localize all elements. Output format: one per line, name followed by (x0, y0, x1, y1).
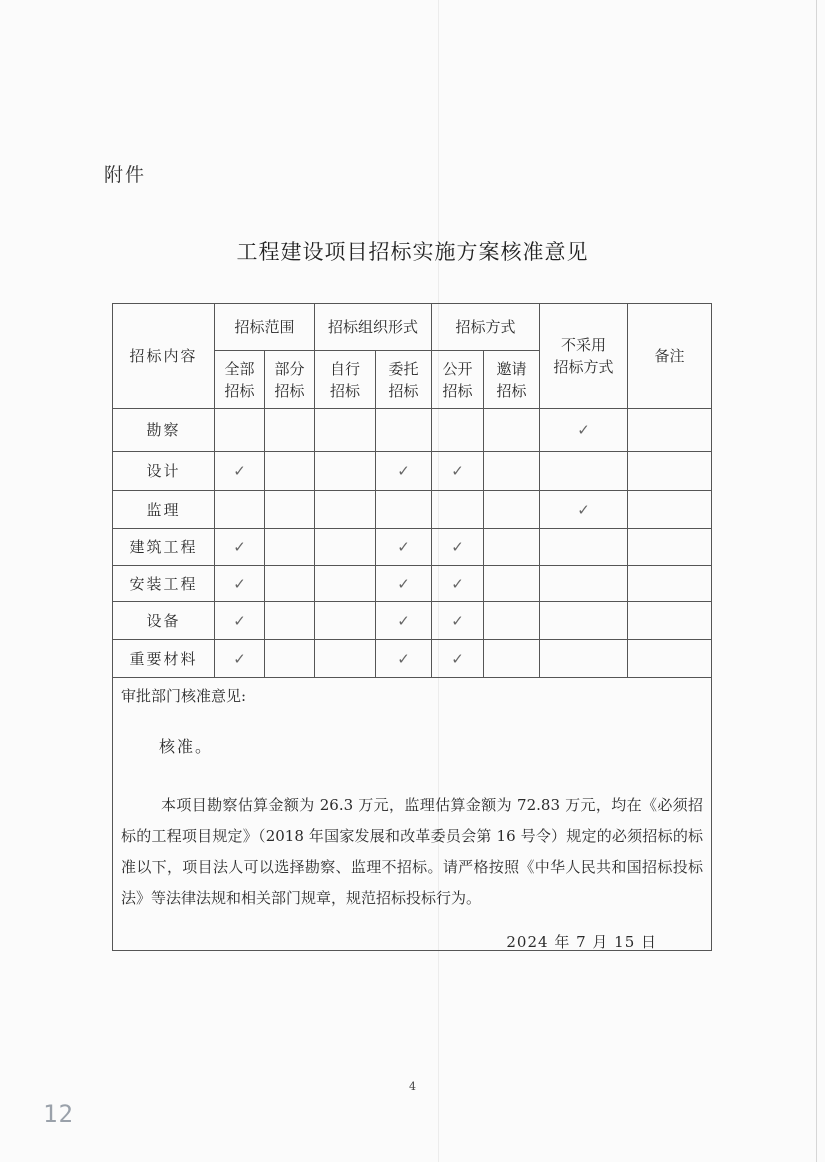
cell-method-open (432, 491, 484, 529)
cell-scope-partial (265, 640, 315, 678)
check-mark-icon: ✓ (451, 574, 464, 593)
cell-scope-partial (265, 491, 315, 529)
cell-org-entrusted (376, 602, 432, 640)
row-label: 监理 (113, 491, 215, 529)
check-mark-icon: ✓ (397, 574, 410, 593)
cell-method-invite (484, 491, 540, 529)
header-method-open: 公开 招标 (432, 351, 484, 409)
cell-org-entrusted (376, 640, 432, 678)
cell-org-self (315, 452, 376, 491)
check-mark-icon: ✓ (397, 649, 410, 668)
approval-opinion-cell (113, 678, 712, 951)
cell-org-entrusted (376, 409, 432, 452)
header-scope: 招标范围 (215, 304, 315, 351)
tender-plan-table (112, 303, 712, 951)
cell-remarks (628, 566, 712, 602)
cell-remarks (628, 452, 712, 491)
check-mark-icon: ✓ (451, 611, 464, 630)
row-label: 勘察 (113, 409, 215, 452)
row-label: 建筑工程 (113, 529, 215, 566)
header-content: 招标内容 (113, 304, 215, 409)
corner-stamp-number: 12 (43, 1100, 74, 1128)
cell-scope-full (215, 529, 265, 566)
cell-method-open (432, 566, 484, 602)
cell-method-open (432, 602, 484, 640)
cell-remarks (628, 602, 712, 640)
table-row (113, 529, 712, 566)
attachment-label: 附件 (104, 164, 147, 186)
header-not-used: 不采用 招标方式 (540, 304, 628, 409)
opinion-decision: 核准。 (159, 737, 214, 756)
cell-not-used (540, 602, 628, 640)
check-mark-icon: ✓ (233, 462, 246, 480)
cell-not-used (540, 529, 628, 566)
row-label: 安装工程 (113, 566, 215, 602)
row-label: 重要材料 (113, 640, 215, 678)
check-mark-icon: ✓ (397, 611, 410, 630)
cell-not-used (540, 491, 628, 529)
header-org-self: 自行 招标 (315, 351, 376, 409)
cell-org-entrusted (376, 566, 432, 602)
page-number: 4 (409, 1080, 416, 1093)
cell-not-used (540, 640, 628, 678)
header-org-entrusted: 委托 招标 (376, 351, 432, 409)
cell-not-used (540, 566, 628, 602)
cell-org-self (315, 491, 376, 529)
table-row (113, 602, 712, 640)
cell-method-invite (484, 452, 540, 491)
cell-scope-full (215, 640, 265, 678)
cell-method-invite (484, 640, 540, 678)
cell-org-self (315, 566, 376, 602)
cell-remarks (628, 491, 712, 529)
cell-org-entrusted (376, 529, 432, 566)
check-mark-icon: ✓ (451, 538, 464, 556)
check-mark-icon: ✓ (577, 421, 590, 439)
check-mark-icon: ✓ (233, 649, 246, 668)
cell-method-invite (484, 566, 540, 602)
cell-scope-full (215, 452, 265, 491)
table-row (113, 566, 712, 602)
check-mark-icon: ✓ (233, 611, 246, 630)
cell-org-self (315, 640, 376, 678)
header-method-invite: 邀请 招标 (484, 351, 540, 409)
table-row (113, 409, 712, 452)
row-label: 设计 (113, 452, 215, 491)
cell-method-open (432, 409, 484, 452)
cell-org-self (315, 409, 376, 452)
header-method: 招标方式 (432, 304, 540, 351)
document-title: 工程建设项目招标实施方案核准意见 (236, 240, 589, 264)
header-org-form: 招标组织形式 (315, 304, 432, 351)
cell-not-used (540, 452, 628, 491)
opinion-body: 本项目勘察估算金额为 26.3 万元，监理估算金额为 72.83 万元，均在《必须招标的工程项目规定》（2018 年国家发展和改革委员会第 16 号令）规定的必须招标的标准以下，项目法人可以选择勘察、监理不招标。请严格按照《中华人民共和国招标投标法》等法律法规和相关部门规章，规范招标投标行为。 (121, 796, 704, 907)
check-mark-icon: ✓ (577, 500, 590, 519)
cell-org-self (315, 529, 376, 566)
check-mark-icon: ✓ (233, 538, 246, 556)
cell-scope-partial (265, 452, 315, 491)
check-mark-icon: ✓ (397, 538, 410, 556)
cell-scope-partial (265, 602, 315, 640)
cell-org-entrusted (376, 491, 432, 529)
check-mark-icon: ✓ (451, 462, 464, 480)
cell-scope-full (215, 409, 265, 452)
check-mark-icon: ✓ (233, 574, 246, 593)
header-scope-full: 全部 招标 (215, 351, 265, 409)
cell-scope-full (215, 491, 265, 529)
cell-not-used (540, 409, 628, 452)
cell-scope-full (215, 602, 265, 640)
cell-org-self (315, 602, 376, 640)
header-scope-partial: 部分 招标 (265, 351, 315, 409)
cell-scope-partial (265, 566, 315, 602)
cell-remarks (628, 529, 712, 566)
cell-method-open (432, 640, 484, 678)
header-remarks: 备注 (628, 304, 712, 409)
page-edge-line (816, 0, 817, 1162)
check-mark-icon: ✓ (451, 649, 464, 668)
cell-scope-partial (265, 409, 315, 452)
check-mark-icon: ✓ (397, 462, 410, 480)
cell-method-invite (484, 529, 540, 566)
cell-remarks (628, 409, 712, 452)
cell-method-open (432, 452, 484, 491)
row-label: 设备 (113, 602, 215, 640)
table-row (113, 452, 712, 491)
cell-remarks (628, 640, 712, 678)
cell-method-invite (484, 602, 540, 640)
table-row (113, 640, 712, 678)
opinion-heading: 审批部门核准意见: (121, 687, 247, 705)
table-row (113, 491, 712, 529)
cell-scope-full (215, 566, 265, 602)
cell-scope-partial (265, 529, 315, 566)
cell-method-invite (484, 409, 540, 452)
cell-org-entrusted (376, 452, 432, 491)
opinion-date: 2024 年 7 月 15 日 (506, 933, 658, 951)
cell-method-open (432, 529, 484, 566)
